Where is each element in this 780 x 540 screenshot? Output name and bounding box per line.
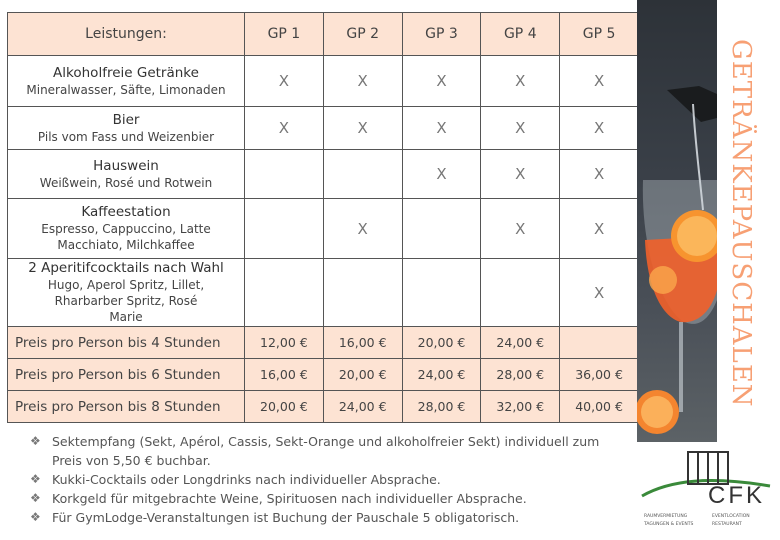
table-row	[8, 150, 639, 199]
included-mark	[245, 259, 324, 327]
service-title: 2 Aperitifcocktails nach Wahl	[28, 260, 224, 276]
service-title: Bier	[112, 111, 140, 128]
price-row	[8, 359, 639, 391]
service-cell	[8, 259, 245, 327]
included-mark: X	[560, 199, 639, 259]
included-mark: X	[481, 150, 560, 199]
included-mark: X	[402, 56, 481, 107]
note-item	[30, 470, 610, 489]
included-mark	[481, 259, 560, 327]
service-cell	[8, 56, 245, 107]
service-description: Hugo, Aperol Spritz, Lillet, Rharbarber Spritz, Rosé Marie	[47, 278, 205, 324]
service-cell	[8, 199, 245, 259]
drink-photo	[637, 0, 717, 442]
logo-subtext: TAGUNGEN & EVENTS	[644, 522, 694, 527]
price-value: 16,00 €	[323, 327, 402, 359]
service-title: Alkoholfreie Getränke	[53, 64, 199, 81]
logo-subtext: RESTAURANT	[712, 522, 742, 527]
diamond-bullet-icon: ❖	[30, 510, 41, 524]
included-mark: X	[323, 107, 402, 150]
side-title: GETRÄNKEPAUSCHALEN	[726, 38, 756, 408]
included-mark: X	[481, 107, 560, 150]
included-mark: X	[560, 259, 639, 327]
package-header: GP 4	[481, 13, 560, 56]
service-title: Kaffeestation	[81, 204, 171, 220]
diamond-bullet-icon: ❖	[30, 434, 41, 448]
included-mark: X	[245, 56, 324, 107]
table-row	[8, 107, 639, 150]
included-mark: X	[560, 150, 639, 199]
note-text: Kukki-Cocktails oder Longdrinks nach individueller Absprache.	[52, 472, 441, 487]
included-mark: X	[402, 150, 481, 199]
included-mark: X	[402, 107, 481, 150]
table-row	[8, 56, 639, 107]
included-mark: X	[560, 56, 639, 107]
service-cell	[8, 150, 245, 199]
note-item	[30, 489, 610, 508]
included-mark: X	[245, 107, 324, 150]
price-label: Preis pro Person bis 8 Stunden	[8, 391, 245, 423]
notes-list	[30, 432, 610, 527]
package-header: GP 2	[323, 13, 402, 56]
service-cell	[8, 107, 245, 150]
price-value: 20,00 €	[402, 327, 481, 359]
price-value: 28,00 €	[402, 391, 481, 423]
package-header: GP 5	[560, 13, 639, 56]
note-item	[30, 508, 610, 527]
diamond-bullet-icon: ❖	[30, 472, 41, 486]
included-mark	[245, 199, 324, 259]
service-description: Pils vom Fass und Weizenbier	[37, 129, 215, 144]
table-row	[8, 199, 639, 259]
price-value: 32,00 €	[481, 391, 560, 423]
table-row	[8, 259, 639, 327]
included-mark	[402, 199, 481, 259]
logo-name: CFK	[708, 482, 765, 509]
service-description: Mineralwasser, Säfte, Limonaden	[26, 82, 226, 97]
package-header: GP 1	[245, 13, 324, 56]
included-mark	[245, 150, 324, 199]
service-description: Espresso, Cappuccino, Latte Macchiato, Milchkaffee	[41, 222, 211, 252]
aperitif-glass-image	[637, 0, 717, 442]
note-item	[30, 432, 610, 470]
service-description: Weißwein, Rosé und Rotwein	[39, 175, 213, 190]
diamond-bullet-icon: ❖	[30, 491, 41, 505]
logo-subtext: EVENTLOCATION	[712, 514, 750, 519]
note-text: Für GymLodge-Veranstaltungen ist Buchung der Pauschale 5 obligatorisch.	[52, 510, 520, 525]
price-label: Preis pro Person bis 6 Stunden	[8, 359, 245, 391]
price-value: 40,00 €	[560, 391, 639, 423]
included-mark: X	[560, 107, 639, 150]
price-value: 24,00 €	[481, 327, 560, 359]
price-value: 36,00 €	[560, 359, 639, 391]
included-mark: X	[323, 56, 402, 107]
included-mark	[402, 259, 481, 327]
included-mark	[323, 259, 402, 327]
price-label: Preis pro Person bis 4 Stunden	[8, 327, 245, 359]
price-value	[560, 327, 639, 359]
price-value: 24,00 €	[402, 359, 481, 391]
price-value: 28,00 €	[481, 359, 560, 391]
logo-subtext: RAUMVERMIETUNG	[644, 514, 688, 519]
price-value: 20,00 €	[245, 391, 324, 423]
price-table	[7, 12, 639, 423]
price-row	[8, 327, 639, 359]
price-value: 24,00 €	[323, 391, 402, 423]
included-mark: X	[481, 199, 560, 259]
price-value: 16,00 €	[245, 359, 324, 391]
included-mark: X	[323, 199, 402, 259]
service-title: Hauswein	[93, 157, 159, 174]
price-value: 20,00 €	[323, 359, 402, 391]
services-header: Leistungen:	[8, 13, 245, 56]
note-text: Korkgeld für mitgebrachte Weine, Spirituosen nach individueller Absprache.	[52, 491, 527, 506]
included-mark	[323, 150, 402, 199]
price-value: 12,00 €	[245, 327, 324, 359]
package-header: GP 3	[402, 13, 481, 56]
included-mark: X	[481, 56, 560, 107]
price-row	[8, 391, 639, 423]
table-header-row	[8, 13, 639, 56]
note-text: Sektempfang (Sekt, Apérol, Cassis, Sekt-Orange und alkoholfreier Sekt) individuell zum Preis von 5,50 € buchbar.	[52, 434, 600, 468]
